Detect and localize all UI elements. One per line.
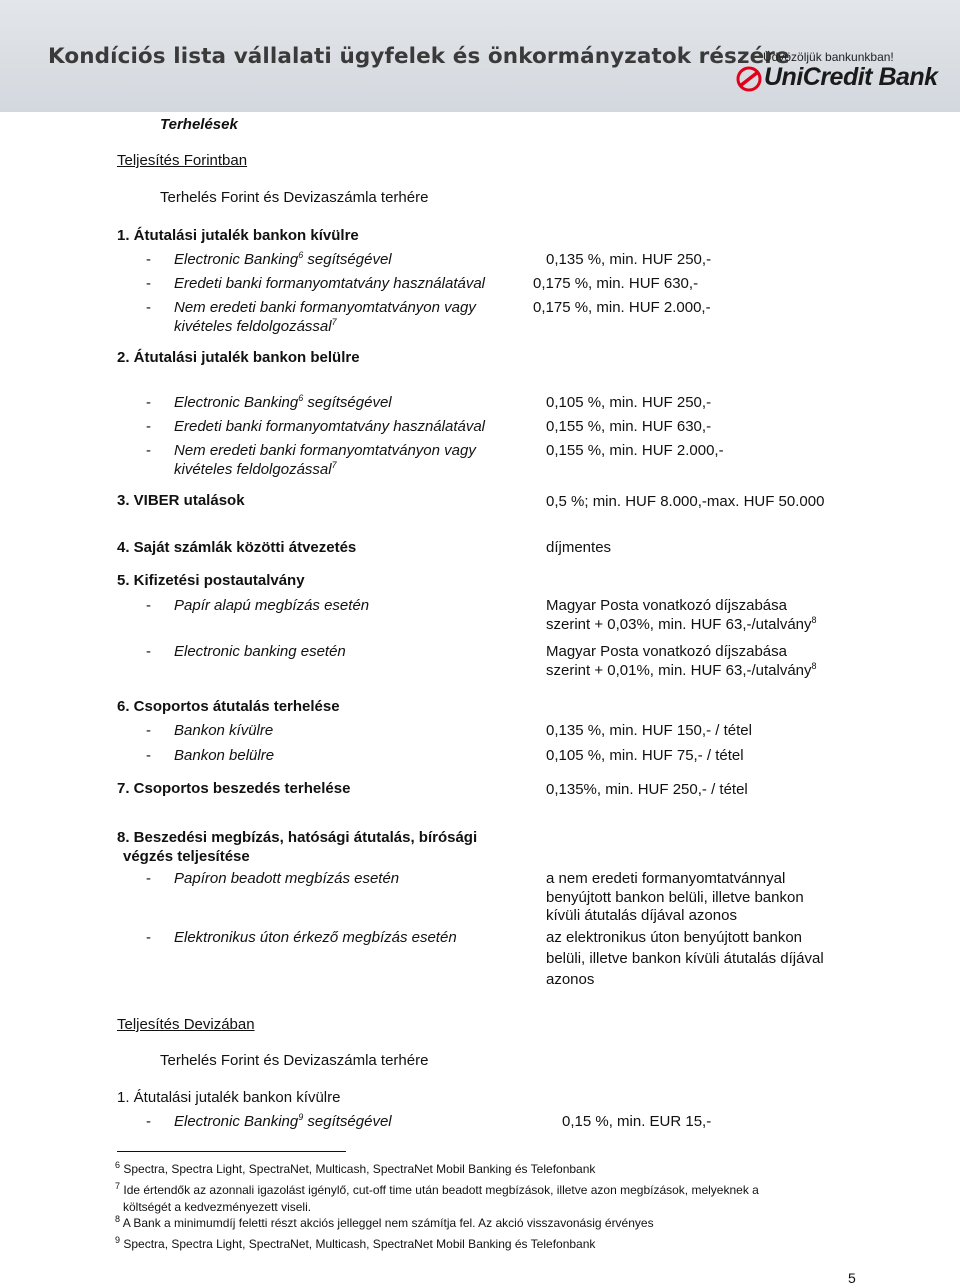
dash: - <box>146 394 151 411</box>
item-value-cont: benyújtott bankon belüli, illetve bankon <box>546 889 804 906</box>
dash: - <box>146 442 151 459</box>
item-value: 0,135 %, min. HUF 150,- / tétel <box>546 722 752 739</box>
item-label: Eredeti banki formanyomtatvány használatával <box>174 275 486 292</box>
page-number: 5 <box>848 1270 856 1286</box>
dash: - <box>146 747 151 764</box>
item-value-cont: szerint + 0,01%, min. HUF 63,-/utalvány$^8$ <box>546 661 817 679</box>
item-label: Bankon belülre <box>174 747 275 764</box>
dash: - <box>146 275 151 292</box>
item-label-cont: kivételes feldolgozással$^7$ <box>174 460 337 478</box>
item-value: 0,155 %, min. HUF 630,- <box>546 418 712 435</box>
brand-welcome: Üdvözöljük bankunkban! <box>763 50 894 64</box>
item-label: Nem eredeti banki formanyomtatványon vagy <box>174 442 476 459</box>
item-2-title: 2. Átutalási jutalék bankon belülre <box>117 349 360 366</box>
item-value: 0,15 %, min. EUR 15,- <box>562 1113 712 1130</box>
footnote: $^9$ Spectra, Spectra Light, SpectraNet, Multicash, SpectraNet Mobil Banking és Telefonbank <box>115 1235 596 1251</box>
item-value: 0,175 %, min. HUF 630,- <box>533 275 699 292</box>
item-label: Papír alapú megbízás esetén <box>174 597 370 614</box>
item-value-cont: kívüli átutalás díjával azonos <box>546 907 737 924</box>
footnote: $^6$ Spectra, Spectra Light, SpectraNet, Multicash, SpectraNet Mobil Banking és Telefonbank <box>115 1160 596 1176</box>
deviza-section-title: Teljesítés Devizában <box>117 1016 255 1033</box>
footnote: $^7$ Ide értendők az azonnali igazolást igénylő, cut-off time után beadott megbízások, illetve azon megbízások, melyeknek a <box>115 1181 759 1197</box>
footnote-ref: 8 <box>811 615 817 625</box>
item-label: Electronic Banking$^6$ segítségével <box>174 393 392 411</box>
item-8-title: 8. Beszedési megbízás, hatósági átutalás, bírósági <box>117 829 478 846</box>
item-value: 0,155 %, min. HUF 2.000,- <box>546 442 724 459</box>
item-value: Magyar Posta vonatkozó díjszabása <box>546 643 787 660</box>
item-value: Magyar Posta vonatkozó díjszabása <box>546 597 787 614</box>
item-label: Nem eredeti banki formanyomtatványon vagy <box>174 299 476 316</box>
item-value: a nem eredeti formanyomtatvánnyal <box>546 870 786 887</box>
item-3-value: 0,5 %; min. HUF 8.000,-max. HUF 50.000 <box>546 493 825 510</box>
section-heading: Terhelések <box>160 116 238 133</box>
item-label: Electronic Banking$^9$ segítségével <box>174 1112 392 1130</box>
item-8-title-cont: végzés teljesítése <box>123 848 250 865</box>
header-title: Kondíciós lista vállalati ügyfelek és önkormányzatok részére <box>48 44 790 69</box>
item-label: Electronic banking esetén <box>174 643 346 660</box>
deviza-subtitle: Terhelés Forint és Devizaszámla terhére <box>160 1052 429 1069</box>
brand-name: UniCredit Bank <box>764 63 938 91</box>
item-label: Eredeti banki formanyomtatvány használatával <box>174 418 486 435</box>
dash: - <box>146 929 151 946</box>
deviza-item-1-title: 1. Átutalási jutalék bankon kívülre <box>117 1089 341 1106</box>
dash: - <box>146 251 151 268</box>
footnote-separator <box>117 1151 346 1152</box>
item-label-cont: kivételes feldolgozással$^7$ <box>174 317 337 335</box>
dash: - <box>146 1113 151 1130</box>
item-4-value: díjmentes <box>546 539 612 556</box>
forint-section-title: Teljesítés Forintban <box>117 152 248 169</box>
footnote-ref: 6 <box>298 393 304 403</box>
footnote-ref: 7 <box>331 317 337 327</box>
footnote-cont: költségét a kedvezményezett viseli. <box>123 1200 312 1214</box>
item-label: Papíron beadott megbízás esetén <box>174 870 400 887</box>
item-label: Bankon kívülre <box>174 722 274 739</box>
dash: - <box>146 299 151 316</box>
item-value: 0,105 %, min. HUF 75,- / tétel <box>546 747 744 764</box>
item-value-cont: belüli, illetve bankon kívüli átutalás díjával <box>546 950 824 967</box>
footnote-ref: 8 <box>811 661 817 671</box>
item-7-value: 0,135%, min. HUF 250,- / tétel <box>546 781 748 798</box>
page-header <box>0 0 960 112</box>
footnote-number: 8 <box>115 1214 121 1224</box>
item-7-title: 7. Csoportos beszedés terhelése <box>117 780 351 797</box>
item-5-title: 5. Kifizetési postautalvány <box>117 572 305 589</box>
item-value: 0,135 %, min. HUF 250,- <box>546 251 712 268</box>
footnote-ref: 9 <box>298 1112 304 1122</box>
dash: - <box>146 870 151 887</box>
footnote-ref: 6 <box>298 250 304 260</box>
dash: - <box>146 643 151 660</box>
dash: - <box>146 418 151 435</box>
item-value: 0,105 %, min. HUF 250,- <box>546 394 712 411</box>
footnote: $^8$ A Bank a minimumdíj feletti részt akciós jelleggel nem számítja fel. Az akció visszavonásig érvényes <box>115 1214 654 1230</box>
item-value-cont: szerint + 0,03%, min. HUF 63,-/utalvány$^8$ <box>546 615 817 633</box>
item-3-title: 3. VIBER utalások <box>117 492 245 509</box>
unicredit-logo-icon <box>736 66 762 92</box>
dash: - <box>146 722 151 739</box>
item-4-title: 4. Saját számlák közötti átvezetés <box>117 539 357 556</box>
item-value: az elektronikus úton benyújtott bankon <box>546 929 803 946</box>
footnote-number: 7 <box>115 1181 121 1191</box>
item-6-title: 6. Csoportos átutalás terhelése <box>117 698 340 715</box>
item-value-cont: azonos <box>546 971 595 988</box>
dash: - <box>146 597 151 614</box>
item-label: Elektronikus úton érkező megbízás esetén <box>174 929 457 946</box>
forint-subtitle: Terhelés Forint és Devizaszámla terhére <box>160 189 429 206</box>
footnote-number: 6 <box>115 1160 121 1170</box>
footnote-number: 9 <box>115 1235 121 1245</box>
item-1-title: 1. Átutalási jutalék bankon kívülre <box>117 227 359 244</box>
item-label: Electronic Banking$^6$ segítségével <box>174 250 392 268</box>
footnote-ref: 7 <box>331 460 337 470</box>
item-value: 0,175 %, min. HUF 2.000,- <box>533 299 711 316</box>
